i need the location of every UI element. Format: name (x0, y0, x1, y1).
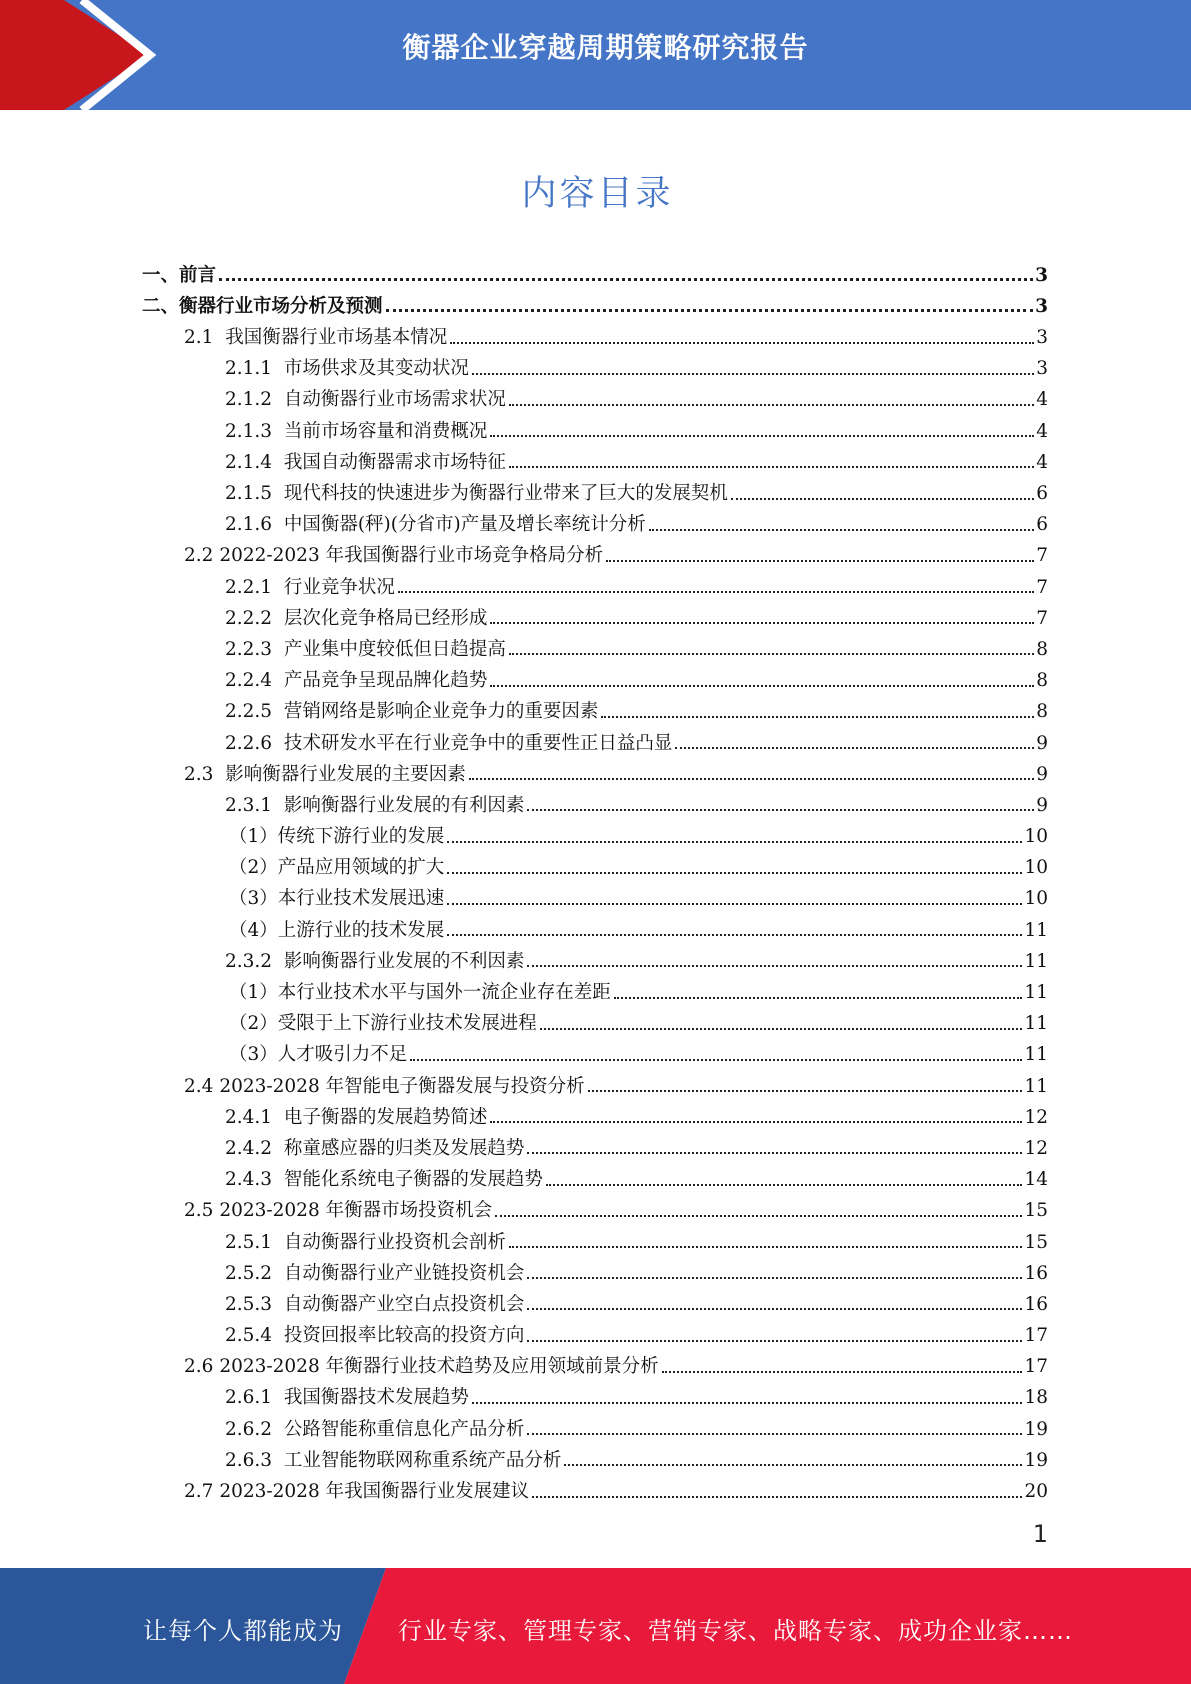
toc-entry[interactable] (0, 254, 1191, 285)
toc-entry-title: 上游行业的技术发展 (277, 919, 445, 941)
toc-entry[interactable] (0, 597, 1191, 628)
toc-entry-number: 2.5.4 (225, 1325, 284, 1347)
toc-entry-title: 现代科技的快速进步为衡器行业带来了巨大的发展契机 (283, 483, 728, 504)
toc-entry-number: （3） (229, 1044, 278, 1066)
toc-dot-leader (527, 1277, 1022, 1279)
toc-entry-title: 技术研发水平在行业竞争中的重要性正日益凸显 (283, 732, 673, 754)
toc-entry-page: 9 (1036, 763, 1048, 785)
toc-dot-leader (527, 1433, 1022, 1435)
toc-entry[interactable] (0, 1314, 1191, 1345)
toc-entry[interactable] (0, 1096, 1191, 1127)
toc-entry-page: 19 (1024, 1449, 1048, 1471)
toc-dot-leader (509, 466, 1034, 468)
toc-dot-leader (490, 1121, 1022, 1123)
toc-entry-title: 当前市场容量和消费概况 (283, 420, 488, 442)
toc-entry[interactable] (0, 348, 1191, 379)
toc-entry-page: 7 (1036, 545, 1048, 567)
toc-entry[interactable] (0, 410, 1191, 441)
toc-entry[interactable] (0, 1408, 1191, 1439)
toc-dot-leader (532, 1496, 1022, 1498)
footer-slogan-right: 行业专家、管理专家、营销专家、战略专家、成功企业家…… (398, 1617, 1073, 1645)
toc-entry-page: 9 (1036, 794, 1048, 816)
toc-entry-number: 二、 (142, 295, 180, 317)
toc-entry-title: 产品竞争呈现品牌化趋势 (283, 670, 488, 692)
toc-entry[interactable] (0, 878, 1191, 909)
toc-entry-title: 我国衡器行业市场基本情况 (225, 327, 448, 349)
toc-entry[interactable] (0, 1003, 1191, 1034)
toc-dot-leader (410, 1059, 1022, 1061)
toc-entry-page: 11 (1024, 919, 1048, 941)
toc-entry[interactable] (0, 659, 1191, 690)
toc-entry-title: 自动衡器行业投资机会剖析 (283, 1231, 506, 1253)
toc-entry-number: （4） (229, 919, 278, 941)
toc-dot-leader (527, 809, 1034, 811)
toc-dot-leader (731, 498, 1034, 500)
toc-entry-number: 2.5.2 (225, 1262, 284, 1284)
toc-dot-leader (472, 1402, 1023, 1404)
toc-entry-title: 2023-2028 年衡器行业技术趋势及应用领域前景分析 (219, 1356, 659, 1378)
toc-entry[interactable] (0, 847, 1191, 878)
toc-entry-title: 2023-2028 年我国衡器行业发展建议 (219, 1481, 530, 1502)
toc-entry-number: 2.4.2 (225, 1137, 284, 1159)
toc-entry-title: 本行业技术水平与国外一流企业存在差距 (277, 982, 611, 1003)
toc-dot-leader (472, 373, 1034, 375)
toc-entry-number: 2.3.1 (225, 794, 284, 816)
toc-entry[interactable] (0, 1127, 1191, 1158)
toc-dot-leader (527, 965, 1022, 967)
toc-heading: 内容目录 (521, 174, 674, 214)
toc-dot-leader (398, 591, 1034, 593)
toc-entry-number: 2.2.5 (225, 701, 284, 723)
toc-entry[interactable] (0, 566, 1191, 597)
toc-entry-title: 投资回报率比较高的投资方向 (283, 1325, 525, 1347)
footer-band (0, 1568, 1191, 1684)
toc-list (0, 254, 1191, 1502)
toc-entry[interactable] (0, 1377, 1191, 1408)
toc-entry-page: 18 (1024, 1387, 1048, 1409)
toc-entry[interactable] (0, 1221, 1191, 1252)
toc-entry[interactable] (0, 1470, 1191, 1501)
toc-entry[interactable] (0, 1158, 1191, 1189)
toc-entry-page: 12 (1024, 1106, 1048, 1128)
toc-entry-title: 影响衡器行业发展的不利因素 (283, 950, 525, 972)
toc-entry-title: 行业竞争状况 (283, 576, 395, 598)
toc-entry-title: 2022-2023 年我国衡器行业市场竞争格局分析 (219, 545, 604, 567)
toc-dot-leader (490, 622, 1034, 624)
toc-dot-leader (447, 934, 1022, 936)
toc-dot-leader (540, 1028, 1023, 1030)
toc-entry-page: 10 (1024, 888, 1048, 910)
toc-dot-leader (546, 1184, 1023, 1186)
toc-entry-number: 2.2 (184, 545, 220, 567)
toc-entry-title: 自动衡器行业产业链投资机会 (283, 1262, 525, 1284)
toc-entry-title: 2023-2028 年智能电子衡器发展与投资分析 (219, 1075, 585, 1097)
toc-dot-leader (509, 653, 1034, 655)
header-band (0, 0, 1191, 110)
toc-entry-title: 本行业技术发展迅速 (277, 888, 445, 910)
toc-entry-page: 19 (1024, 1418, 1048, 1440)
toc-dot-leader (649, 529, 1035, 531)
toc-dot-leader (606, 560, 1034, 562)
toc-dot-leader (386, 309, 1034, 312)
toc-entry-number: 2.3.2 (225, 950, 284, 972)
toc-entry-number: 2.2.6 (225, 732, 284, 754)
toc-entry-page: 6 (1036, 514, 1048, 536)
toc-dot-leader (527, 1152, 1022, 1154)
toc-entry-number: 2.5.3 (225, 1293, 284, 1315)
toc-entry-number: 一、 (142, 264, 180, 286)
toc-entry-number: 2.4.1 (225, 1106, 284, 1128)
toc-entry-title: 2023-2028 年衡器市场投资机会 (219, 1200, 493, 1222)
toc-dot-leader (495, 1215, 1022, 1217)
toc-dot-leader (447, 841, 1022, 843)
toc-entry-number: 2.1.6 (225, 514, 284, 536)
toc-entry-page: 20 (1024, 1481, 1048, 1502)
toc-entry-page: 14 (1024, 1169, 1048, 1191)
toc-entry-page: 4 (1036, 451, 1048, 473)
toc-dot-leader (219, 278, 1033, 281)
toc-entry-title: 电子衡器的发展趋势简述 (283, 1106, 488, 1128)
toc-entry-number: 2.2.4 (225, 670, 284, 692)
toc-dot-leader (450, 342, 1034, 344)
toc-entry-page: 7 (1036, 576, 1048, 598)
toc-entry-title: 我国衡器技术发展趋势 (283, 1387, 469, 1409)
toc-entry-title: 产品应用领域的扩大 (277, 857, 445, 879)
toc-entry-page: 8 (1036, 638, 1048, 660)
toc-entry-title: 智能化系统电子衡器的发展趋势 (283, 1169, 543, 1191)
toc-dot-leader (447, 903, 1022, 905)
toc-entry[interactable] (0, 504, 1191, 535)
toc-entry-title: 自动衡器行业市场需求状况 (283, 389, 506, 411)
toc-entry-number: 2.2.2 (225, 607, 284, 629)
toc-entry[interactable] (0, 815, 1191, 846)
toc-entry-number: （3） (229, 888, 278, 910)
toc-entry-page: 11 (1024, 1075, 1048, 1097)
toc-entry-page: 17 (1024, 1325, 1048, 1347)
toc-entry-title: 市场供求及其变动状况 (283, 358, 469, 380)
toc-entry-page: 11 (1024, 1044, 1048, 1066)
toc-entry-page: 3 (1035, 264, 1048, 286)
toc-entry-title: 产业集中度较低但日趋提高 (283, 638, 506, 660)
toc-dot-leader (662, 1371, 1023, 1373)
toc-dot-leader (509, 1246, 1023, 1248)
toc-dot-leader (490, 685, 1034, 687)
toc-entry[interactable] (0, 722, 1191, 753)
toc-entry-page: 10 (1024, 826, 1048, 848)
toc-entry-number: 2.1.2 (225, 389, 284, 411)
toc-dot-leader (527, 1308, 1022, 1310)
toc-entry-page: 3 (1036, 327, 1048, 349)
toc-entry-title: 衡器行业市场分析及预测 (179, 295, 383, 317)
toc-entry-title: 营销网络是影响企业竞争力的重要因素 (283, 701, 599, 723)
toc-entry-number: 2.2.3 (225, 638, 284, 660)
toc-entry[interactable] (0, 535, 1191, 566)
toc-entry-title: 人才吸引力不足 (277, 1044, 408, 1066)
toc-entry-number: （2） (229, 857, 278, 879)
page-number: 1 (1032, 1520, 1048, 1548)
toc-entry-page: 16 (1024, 1293, 1048, 1315)
footer-slogan-left: 让每个人都能成为 (143, 1617, 343, 1645)
toc-entry-title: 前言 (179, 264, 217, 286)
toc-entry-page: 6 (1036, 483, 1048, 504)
toc-entry-number: 2.5.1 (225, 1231, 284, 1253)
toc-entry-title: 传统下游行业的发展 (277, 826, 445, 848)
toc-entry-number: 2.2.1 (225, 576, 284, 598)
toc-dot-leader (469, 778, 1035, 780)
toc-entry-page: 11 (1024, 982, 1048, 1003)
toc-entry-title: 工业智能物联网称重系统产品分析 (283, 1449, 562, 1471)
toc-entry-number: 2.1 (184, 327, 226, 349)
toc-entry[interactable] (0, 472, 1191, 503)
toc-entry-page: 11 (1024, 1013, 1048, 1035)
toc-entry[interactable] (0, 691, 1191, 722)
toc-entry-page: 10 (1024, 857, 1048, 879)
toc-entry[interactable] (0, 909, 1191, 940)
toc-entry[interactable] (0, 1065, 1191, 1096)
toc-entry-title: 受限于上下游行业技术发展进程 (277, 1013, 537, 1035)
toc-entry-title: 自动衡器产业空白点投资机会 (283, 1293, 525, 1315)
toc-entry[interactable] (0, 379, 1191, 410)
toc-entry-number: （1） (229, 826, 278, 848)
toc-entry-page: 15 (1024, 1231, 1048, 1253)
toc-dot-leader (490, 435, 1034, 437)
toc-dot-leader (564, 1464, 1022, 1466)
toc-entry-title: 公路智能称重信息化产品分析 (283, 1418, 525, 1440)
toc-entry-number: （1） (229, 982, 278, 1003)
toc-entry-page: 17 (1024, 1356, 1048, 1378)
toc-entry[interactable] (0, 285, 1191, 316)
toc-entry-number: 2.6.3 (225, 1449, 284, 1471)
toc-entry-number: 2.1.3 (225, 420, 284, 442)
toc-entry[interactable] (0, 971, 1191, 1002)
toc-dot-leader (675, 747, 1034, 749)
toc-entry-title: 层次化竞争格局已经形成 (283, 607, 488, 629)
toc-dot-leader (447, 872, 1022, 874)
toc-entry-title: 中国衡器(秤)(分省市)产量及增长率统计分析 (283, 514, 646, 536)
toc-entry-number: 2.1.4 (225, 451, 284, 473)
toc-entry-number: 2.4.3 (225, 1169, 284, 1191)
toc-entry-page: 8 (1036, 670, 1048, 692)
toc-dot-leader (614, 997, 1023, 999)
toc-entry-page: 7 (1036, 607, 1048, 629)
toc-entry-page: 3 (1035, 295, 1048, 317)
toc-entry-number: 2.5 (184, 1200, 220, 1222)
toc-entry[interactable] (0, 628, 1191, 659)
toc-entry-number: 2.1.1 (225, 358, 284, 380)
toc-entry-number: 2.7 (184, 1481, 220, 1502)
toc-entry[interactable] (0, 753, 1191, 784)
toc-entry[interactable] (0, 940, 1191, 971)
toc-entry[interactable] (0, 441, 1191, 472)
toc-entry[interactable] (0, 784, 1191, 815)
toc-entry-page: 3 (1036, 358, 1048, 380)
toc-entry-page: 15 (1024, 1200, 1048, 1222)
toc-dot-leader (509, 404, 1034, 406)
toc-dot-leader (601, 716, 1034, 718)
toc-entry[interactable] (0, 1346, 1191, 1377)
toc-entry-number: 2.6.2 (225, 1418, 284, 1440)
toc-entry[interactable] (0, 1190, 1191, 1221)
toc-entry-page: 4 (1036, 420, 1048, 442)
toc-entry-number: 2.6.1 (225, 1387, 284, 1409)
toc-entry-number: （2） (229, 1013, 278, 1035)
toc-entry-page: 11 (1024, 950, 1048, 972)
toc-entry-number: 2.6 (184, 1356, 220, 1378)
toc-entry[interactable] (0, 1252, 1191, 1283)
toc-entry-title: 称童感应器的归类及发展趋势 (283, 1137, 525, 1159)
toc-entry[interactable] (0, 1283, 1191, 1314)
toc-entry-title: 影响衡器行业发展的有利因素 (283, 794, 525, 816)
toc-entry-page: 4 (1036, 389, 1048, 411)
report-title: 衡器企业穿越周期策略研究报告 (402, 31, 809, 64)
toc-entry-page: 9 (1036, 732, 1048, 754)
toc-entry[interactable] (0, 1034, 1191, 1065)
toc-entry[interactable] (0, 316, 1191, 347)
toc-entry-number: 2.3 (184, 763, 226, 785)
toc-entry-number: 2.1.5 (225, 483, 284, 504)
toc-entry-number: 2.4 (184, 1075, 220, 1097)
toc-dot-leader (588, 1090, 1023, 1092)
toc-entry-page: 12 (1024, 1137, 1048, 1159)
toc-dot-leader (527, 1340, 1022, 1342)
toc-entry[interactable] (0, 1439, 1191, 1470)
toc-entry-title: 影响衡器行业发展的主要因素 (225, 763, 466, 785)
toc-entry-page: 8 (1036, 701, 1048, 723)
toc-entry-title: 我国自动衡器需求市场特征 (283, 451, 506, 473)
toc-entry-page: 16 (1024, 1262, 1048, 1284)
